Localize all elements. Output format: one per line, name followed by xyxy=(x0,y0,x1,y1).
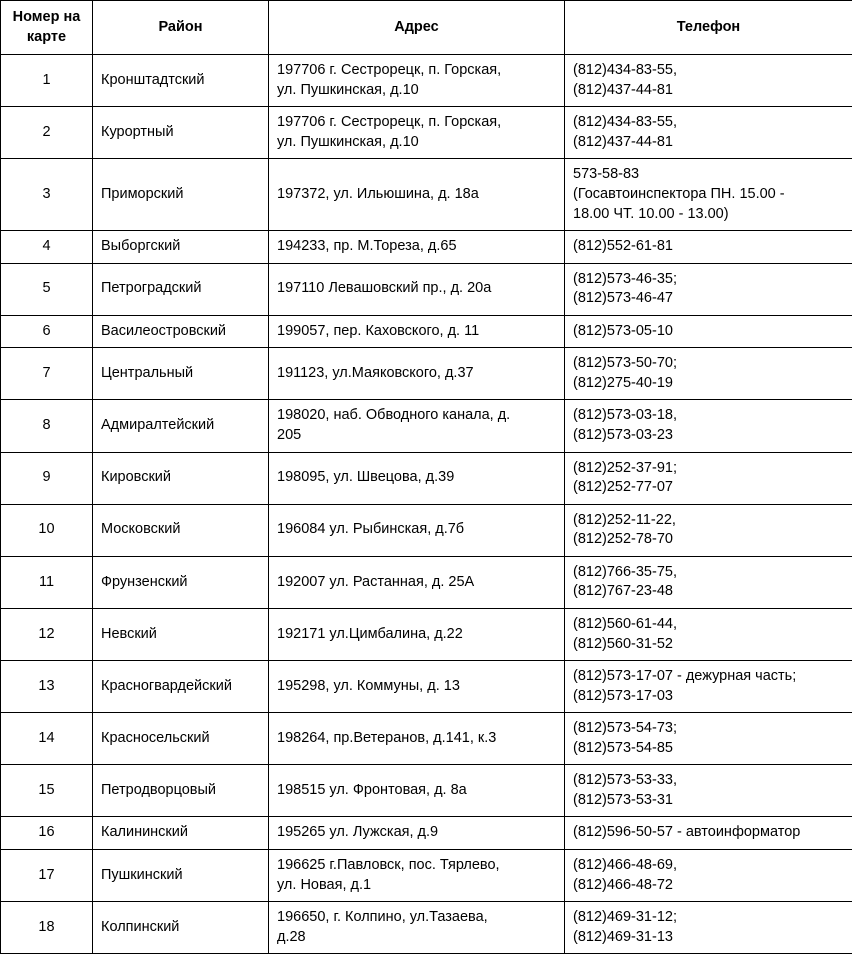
table-row xyxy=(1,452,852,504)
cell-phone xyxy=(565,902,852,954)
cell-address xyxy=(269,661,565,713)
cell-district: Выборгский xyxy=(93,231,269,264)
cell-address xyxy=(269,850,565,902)
address-line: ул. Пушкинская, д.10 xyxy=(277,133,419,150)
cell-phone xyxy=(565,556,852,608)
column-header-district: Район xyxy=(93,1,269,55)
address-line: 198264, пр.Ветеранов, д.141, к.3 xyxy=(277,729,497,746)
cell-map-number: 6 xyxy=(1,315,93,348)
table-row xyxy=(1,556,852,608)
cell-address xyxy=(269,556,565,608)
phone-line: (812)466-48-72 xyxy=(573,876,673,893)
address-line: 191123, ул.Маяковского, д.37 xyxy=(277,365,474,382)
cell-district: Красногвардейский xyxy=(93,661,269,713)
address-line: 194233, пр. М.Тореза, д.65 xyxy=(277,238,457,255)
cell-district: Приморский xyxy=(93,159,269,231)
cell-phone xyxy=(565,452,852,504)
address-line: 192171 ул.Цимбалина, д.22 xyxy=(277,625,463,642)
phone-line: (812)573-50-70; xyxy=(573,355,677,372)
cell-address xyxy=(269,348,565,400)
phone-line: (Госавтоинспектора ПН. 15.00 - xyxy=(573,185,785,202)
phone-line: (812)469-31-12; xyxy=(573,909,677,926)
cell-map-number: 18 xyxy=(1,902,93,954)
address-line: 196625 г.Павловск, пос. Тярлево, xyxy=(277,857,500,873)
phone-line: (812)434-83-55, xyxy=(573,62,677,79)
address-line: 196084 ул. Рыбинская, д.7б xyxy=(277,521,465,538)
cell-address xyxy=(269,817,565,850)
address-line: ул. Новая, д.1 xyxy=(277,876,372,893)
table-row xyxy=(1,765,852,817)
address-line: 195265 ул. Лужская, д.9 xyxy=(277,824,439,841)
cell-district: Кронштадтский xyxy=(93,55,269,107)
phone-line: (812)573-54-85 xyxy=(573,739,673,756)
table-row xyxy=(1,850,852,902)
phone-line: (812)573-03-23 xyxy=(573,427,673,443)
address-line: 198095, ул. Швецова, д.39 xyxy=(277,469,455,486)
cell-map-number: 2 xyxy=(1,107,93,159)
cell-district: Калининский xyxy=(93,817,269,850)
address-line: ул. Пушкинская, д.10 xyxy=(277,81,419,98)
column-header-map-number: Номер на карте xyxy=(1,1,93,55)
cell-address xyxy=(269,231,565,264)
cell-district: Центральный xyxy=(93,348,269,400)
cell-phone xyxy=(565,55,852,107)
cell-map-number: 13 xyxy=(1,661,93,713)
phone-line: (812)560-61-44, xyxy=(573,615,677,632)
table-row xyxy=(1,902,852,954)
phone-line: (812)275-40-19 xyxy=(573,374,673,391)
phone-line: (812)766-35-75, xyxy=(573,563,677,580)
table-row xyxy=(1,817,852,850)
table-row xyxy=(1,231,852,264)
phone-line: (812)767-23-48 xyxy=(573,583,673,600)
cell-address xyxy=(269,400,565,452)
cell-map-number: 3 xyxy=(1,159,93,231)
column-header-address: Адрес xyxy=(269,1,565,55)
cell-address xyxy=(269,107,565,159)
cell-district: Петроградский xyxy=(93,263,269,315)
phone-line: (812)596-50-57 - автоинформатор xyxy=(573,824,801,841)
cell-district: Курортный xyxy=(93,107,269,159)
address-line: 195298, ул. Коммуны, д. 13 xyxy=(277,677,460,694)
table-header xyxy=(1,1,852,55)
phone-line: (812)437-44-81 xyxy=(573,81,673,98)
phone-line: (812)573-54-73; xyxy=(573,720,677,737)
cell-map-number: 15 xyxy=(1,765,93,817)
phone-line: (812)573-03-18, xyxy=(573,407,677,424)
phone-line: (812)252-11-22, xyxy=(573,511,676,528)
table-row xyxy=(1,55,852,107)
cell-district: Василеостровский xyxy=(93,315,269,348)
cell-address xyxy=(269,452,565,504)
table-row xyxy=(1,504,852,556)
address-line: 197706 г. Сестрорецк, п. Горская, xyxy=(277,62,502,79)
cell-phone xyxy=(565,850,852,902)
address-line: 198020, наб. Обводного канала, д. xyxy=(277,407,511,424)
cell-map-number: 12 xyxy=(1,608,93,660)
cell-address xyxy=(269,263,565,315)
phone-line: (812)434-83-55, xyxy=(573,114,677,131)
cell-map-number: 17 xyxy=(1,850,93,902)
cell-map-number: 16 xyxy=(1,817,93,850)
phone-line: (812)573-46-47 xyxy=(573,290,673,307)
cell-district: Пушкинский xyxy=(93,850,269,902)
cell-phone xyxy=(565,263,852,315)
phone-line: (812)252-37-91; xyxy=(573,459,677,476)
cell-phone xyxy=(565,765,852,817)
phone-line: (812)573-53-33, xyxy=(573,772,677,789)
cell-district: Красносельский xyxy=(93,713,269,765)
phone-line: (812)560-31-52 xyxy=(573,635,673,652)
table-row xyxy=(1,608,852,660)
cell-phone xyxy=(565,107,852,159)
address-line: 192007 ул. Растанная, д. 25А xyxy=(277,573,475,590)
table-row xyxy=(1,315,852,348)
table-header-row xyxy=(1,1,852,55)
phone-line: (812)573-17-07 - дежурная часть; xyxy=(573,668,797,685)
phone-line: (812)573-05-10 xyxy=(573,322,673,339)
cell-map-number: 10 xyxy=(1,504,93,556)
cell-district: Петродворцовый xyxy=(93,765,269,817)
cell-phone xyxy=(565,159,852,231)
cell-address xyxy=(269,713,565,765)
table-row xyxy=(1,263,852,315)
cell-district: Фрунзенский xyxy=(93,556,269,608)
address-line: 205 xyxy=(277,427,302,443)
cell-phone xyxy=(565,504,852,556)
cell-address xyxy=(269,504,565,556)
cell-map-number: 8 xyxy=(1,400,93,452)
cell-district: Кировский xyxy=(93,452,269,504)
phone-line: (812)469-31-13 xyxy=(573,928,673,945)
cell-phone xyxy=(565,400,852,452)
address-line: 199057, пер. Каховского, д. 11 xyxy=(277,322,480,339)
address-line: 197706 г. Сестрорецк, п. Горская, xyxy=(277,114,502,131)
address-line: д.28 xyxy=(277,928,306,945)
table-row xyxy=(1,713,852,765)
table-row xyxy=(1,400,852,452)
cell-district: Адмиралтейский xyxy=(93,400,269,452)
cell-address xyxy=(269,315,565,348)
phone-line: (812)437-44-81 xyxy=(573,133,673,150)
cell-district: Колпинский xyxy=(93,902,269,954)
address-line: 196650, г. Колпино, ул.Тазаева, xyxy=(277,909,488,926)
cell-map-number: 11 xyxy=(1,556,93,608)
phone-line: (812)573-17-03 xyxy=(573,687,673,704)
address-line: 198515 ул. Фронтовая, д. 8а xyxy=(277,782,467,799)
cell-phone xyxy=(565,713,852,765)
cell-district: Московский xyxy=(93,504,269,556)
table-body xyxy=(1,55,852,954)
column-header-phone: Телефон xyxy=(565,1,852,55)
cell-district: Невский xyxy=(93,608,269,660)
cell-address xyxy=(269,765,565,817)
cell-phone xyxy=(565,608,852,660)
phone-line: 573-58-83 xyxy=(573,166,640,183)
table-row xyxy=(1,159,852,231)
table-row xyxy=(1,107,852,159)
phone-line: (812)573-46-35; xyxy=(573,270,677,287)
phone-line: (812)552-61-81 xyxy=(573,238,673,255)
phone-line: (812)252-77-07 xyxy=(573,479,673,496)
address-line: 197110 Левашовский пр., д. 20а xyxy=(277,280,492,297)
cell-map-number: 14 xyxy=(1,713,93,765)
phone-line: (812)252-78-70 xyxy=(573,531,673,548)
cell-phone xyxy=(565,348,852,400)
table-row xyxy=(1,348,852,400)
cell-phone xyxy=(565,315,852,348)
cell-address xyxy=(269,159,565,231)
cell-address xyxy=(269,902,565,954)
phone-line: 18.00 ЧТ. 10.00 - 13.00) xyxy=(573,205,729,222)
cell-map-number: 7 xyxy=(1,348,93,400)
cell-phone xyxy=(565,661,852,713)
cell-phone xyxy=(565,817,852,850)
cell-map-number: 4 xyxy=(1,231,93,264)
phone-line: (812)466-48-69, xyxy=(573,857,677,873)
address-line: 197372, ул. Ильюшина, д. 18а xyxy=(277,185,479,202)
cell-map-number: 1 xyxy=(1,55,93,107)
cell-map-number: 5 xyxy=(1,263,93,315)
phone-line: (812)573-53-31 xyxy=(573,791,673,808)
cell-phone xyxy=(565,231,852,264)
cell-map-number: 9 xyxy=(1,452,93,504)
cell-address xyxy=(269,55,565,107)
table-row xyxy=(1,661,852,713)
cell-address xyxy=(269,608,565,660)
